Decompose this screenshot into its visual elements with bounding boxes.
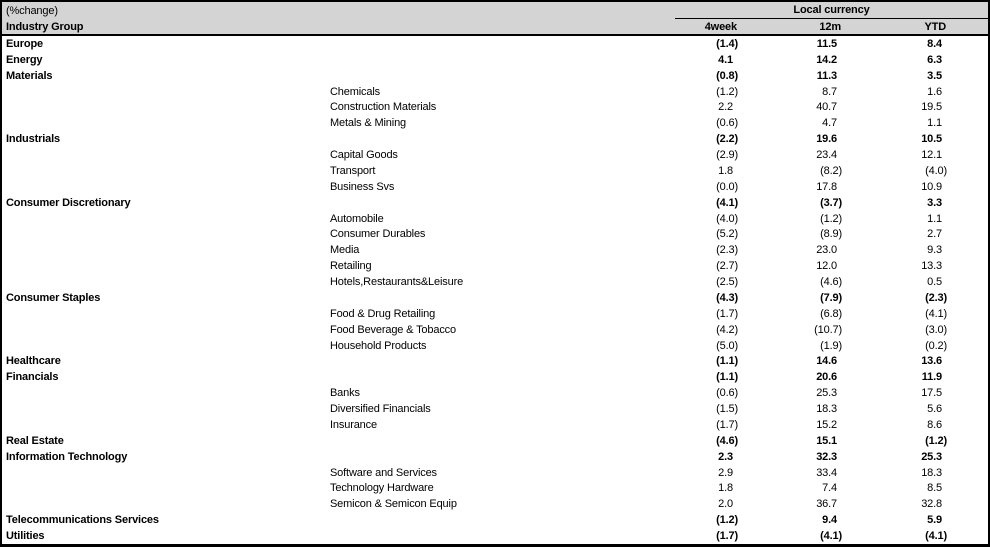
value-4week: (1.7) xyxy=(716,307,738,320)
value-4week: (0.8) xyxy=(716,69,738,82)
value-ytd: 5.6 xyxy=(927,403,942,416)
industry-label: Media xyxy=(330,244,360,257)
value-ytd: 0.5 xyxy=(927,276,942,289)
value-4week: (0.6) xyxy=(716,387,738,400)
value-ytd: 1.1 xyxy=(927,117,942,130)
industry-label: Business Svs xyxy=(330,180,395,193)
value-4week: (1.7) xyxy=(716,530,738,543)
table-row xyxy=(2,449,988,465)
value-ytd: (3.0) xyxy=(925,323,947,336)
value-4week: (5.0) xyxy=(716,339,738,352)
table-row xyxy=(2,242,988,258)
table-row xyxy=(2,512,988,528)
industry-label: Materials xyxy=(6,69,53,82)
value-4week: (1.2) xyxy=(716,85,738,98)
value-4week: 2.0 xyxy=(718,498,733,511)
value-4week: (2.3) xyxy=(716,244,738,257)
value-12m: 9.4 xyxy=(822,514,837,527)
table-row xyxy=(2,290,988,306)
value-12m: 17.8 xyxy=(816,180,837,193)
value-12m: 14.6 xyxy=(816,355,837,368)
value-ytd: 10.9 xyxy=(921,180,942,193)
industry-label: Consumer Discretionary xyxy=(6,196,131,209)
value-4week: (4.0) xyxy=(716,212,738,225)
value-12m: (4.6) xyxy=(820,276,842,289)
value-12m: 11.5 xyxy=(816,37,837,50)
value-12m: 25.3 xyxy=(816,387,837,400)
table-header xyxy=(2,2,988,36)
industry-label: Energy xyxy=(6,53,43,66)
table-row xyxy=(2,147,988,163)
table-row xyxy=(2,52,988,68)
value-ytd: 3.5 xyxy=(927,69,942,82)
value-12m: (8.2) xyxy=(820,164,842,177)
value-12m: 23.4 xyxy=(816,149,837,162)
value-12m: (3.7) xyxy=(820,196,842,209)
table-row xyxy=(2,385,988,401)
value-12m: 11.3 xyxy=(816,69,837,82)
value-12m: 19.6 xyxy=(816,133,837,146)
value-ytd: 3.3 xyxy=(927,196,942,209)
value-4week: 1.8 xyxy=(718,164,733,177)
value-4week: (2.7) xyxy=(716,260,738,273)
industry-label: Retailing xyxy=(330,260,372,273)
industry-label: Real Estate xyxy=(6,434,64,447)
industry-label: Information Technology xyxy=(6,450,128,463)
value-ytd: 32.8 xyxy=(921,498,942,511)
value-12m: 14.2 xyxy=(816,53,837,66)
value-12m: 32.3 xyxy=(816,450,837,463)
industry-label: Industrials xyxy=(6,133,60,146)
header-columns-row xyxy=(2,19,988,34)
table-row xyxy=(2,131,988,147)
industry-label: Automobile xyxy=(330,212,384,225)
industry-label: Capital Goods xyxy=(330,149,398,162)
table-row xyxy=(2,306,988,322)
table-row xyxy=(2,401,988,417)
table-body xyxy=(2,36,988,544)
industry-label: Telecommunications Services xyxy=(6,514,159,527)
value-4week: (1.7) xyxy=(716,418,738,431)
industry-label: Food & Drug Retailing xyxy=(330,307,436,320)
value-4week: (2.5) xyxy=(716,276,738,289)
value-ytd: (4.0) xyxy=(925,164,947,177)
column-header-ytd: YTD xyxy=(924,20,946,33)
table-row xyxy=(2,211,988,227)
table-row xyxy=(2,433,988,449)
industry-label: Semicon & Semicon Equip xyxy=(330,498,457,511)
value-ytd: 12.1 xyxy=(921,149,942,162)
value-12m: (10.7) xyxy=(814,323,842,336)
value-ytd: 8.5 xyxy=(927,482,942,495)
value-12m: (7.9) xyxy=(820,291,842,304)
value-4week: (4.3) xyxy=(716,291,738,304)
percent-change-label: (%change) xyxy=(6,4,58,17)
value-ytd: 8.4 xyxy=(927,37,942,50)
value-ytd: 25.3 xyxy=(921,450,942,463)
value-ytd: 6.3 xyxy=(927,53,942,66)
table-row xyxy=(2,100,988,116)
table-row xyxy=(2,163,988,179)
column-header-12m: 12m xyxy=(819,20,841,33)
table-row xyxy=(2,417,988,433)
value-12m: 40.7 xyxy=(816,101,837,114)
table-row xyxy=(2,528,988,544)
value-12m: (4.1) xyxy=(820,530,842,543)
value-12m: 8.7 xyxy=(822,85,837,98)
value-12m: (1.2) xyxy=(820,212,842,225)
table-row xyxy=(2,179,988,195)
table-row xyxy=(2,274,988,290)
value-ytd: 8.6 xyxy=(927,418,942,431)
value-12m: 15.2 xyxy=(816,418,837,431)
value-ytd: 11.9 xyxy=(921,371,942,384)
value-ytd: (1.2) xyxy=(925,434,947,447)
industry-label: Chemicals xyxy=(330,85,380,98)
value-ytd: 17.5 xyxy=(921,387,942,400)
value-ytd: (2.3) xyxy=(925,291,947,304)
industry-label: Construction Materials xyxy=(330,101,437,114)
value-ytd: 1.6 xyxy=(927,85,942,98)
value-4week: 4.1 xyxy=(718,53,733,66)
industry-label: Consumer Staples xyxy=(6,291,101,304)
table-row xyxy=(2,322,988,338)
column-header-4week: 4week xyxy=(704,20,737,33)
header-top-row xyxy=(2,2,988,19)
value-ytd: 13.3 xyxy=(921,260,942,273)
value-ytd: (0.2) xyxy=(925,339,947,352)
industry-label: Household Products xyxy=(330,339,427,352)
industry-label: Technology Hardware xyxy=(330,482,434,495)
value-4week: (1.1) xyxy=(716,355,738,368)
value-12m: 23.0 xyxy=(816,244,837,257)
value-4week: 2.2 xyxy=(718,101,733,114)
value-12m: 12.0 xyxy=(816,260,837,273)
industry-label: Hotels,Restaurants&Leisure xyxy=(330,276,464,289)
value-ytd: (4.1) xyxy=(925,530,947,543)
value-4week: (4.6) xyxy=(716,434,738,447)
value-12m: 20.6 xyxy=(816,371,837,384)
value-ytd: 13.6 xyxy=(921,355,942,368)
value-4week: 1.8 xyxy=(718,482,733,495)
value-4week: (2.2) xyxy=(716,133,738,146)
table-row xyxy=(2,68,988,84)
value-4week: (4.2) xyxy=(716,323,738,336)
value-ytd: 18.3 xyxy=(921,466,942,479)
value-4week: (5.2) xyxy=(716,228,738,241)
value-4week: (1.5) xyxy=(716,403,738,416)
local-currency-label: Local currency xyxy=(675,2,988,19)
table-row xyxy=(2,496,988,512)
table-row xyxy=(2,258,988,274)
value-4week: (1.1) xyxy=(716,371,738,384)
value-4week: (0.6) xyxy=(716,117,738,130)
value-ytd: 9.3 xyxy=(927,244,942,257)
value-4week: (2.9) xyxy=(716,149,738,162)
industry-label: Metals & Mining xyxy=(330,117,407,130)
table-row xyxy=(2,115,988,131)
industry-label: Financials xyxy=(6,371,59,384)
value-12m: (8.9) xyxy=(820,228,842,241)
industry-label: Healthcare xyxy=(6,355,61,368)
value-ytd: (4.1) xyxy=(925,307,947,320)
table-row xyxy=(2,369,988,385)
value-4week: (0.0) xyxy=(716,180,738,193)
value-ytd: 10.5 xyxy=(921,133,942,146)
industry-label: Software and Services xyxy=(330,466,437,479)
value-4week: 2.9 xyxy=(718,466,733,479)
value-4week: (1.2) xyxy=(716,514,738,527)
value-4week: 2.3 xyxy=(718,450,733,463)
industry-label: Food Beverage & Tobacco xyxy=(330,323,456,336)
table-row xyxy=(2,227,988,243)
table-row xyxy=(2,338,988,354)
table-row xyxy=(2,195,988,211)
industry-label: Europe xyxy=(6,37,43,50)
value-ytd: 2.7 xyxy=(927,228,942,241)
table-row xyxy=(2,481,988,497)
industry-label: Utilities xyxy=(6,530,45,543)
value-12m: (6.8) xyxy=(820,307,842,320)
value-4week: (1.4) xyxy=(716,37,738,50)
value-12m: 4.7 xyxy=(822,117,837,130)
table-row xyxy=(2,84,988,100)
value-12m: 36.7 xyxy=(816,498,837,511)
table-row xyxy=(2,354,988,370)
value-4week: (4.1) xyxy=(716,196,738,209)
value-ytd: 19.5 xyxy=(921,101,942,114)
industry-label: Consumer Durables xyxy=(330,228,426,241)
value-ytd: 1.1 xyxy=(927,212,942,225)
table-row xyxy=(2,465,988,481)
value-12m: 18.3 xyxy=(816,403,837,416)
industry-label: Diversified Financials xyxy=(330,403,431,416)
industry-label: Insurance xyxy=(330,418,377,431)
table-row xyxy=(2,36,988,52)
value-12m: 33.4 xyxy=(816,466,837,479)
value-ytd: 5.9 xyxy=(927,514,942,527)
industry-group-header: Industry Group xyxy=(6,20,84,33)
value-12m: 15.1 xyxy=(816,434,837,447)
value-12m: (1.9) xyxy=(820,339,842,352)
industry-label: Transport xyxy=(330,164,376,177)
value-12m: 7.4 xyxy=(822,482,837,495)
industry-label: Banks xyxy=(330,387,360,400)
